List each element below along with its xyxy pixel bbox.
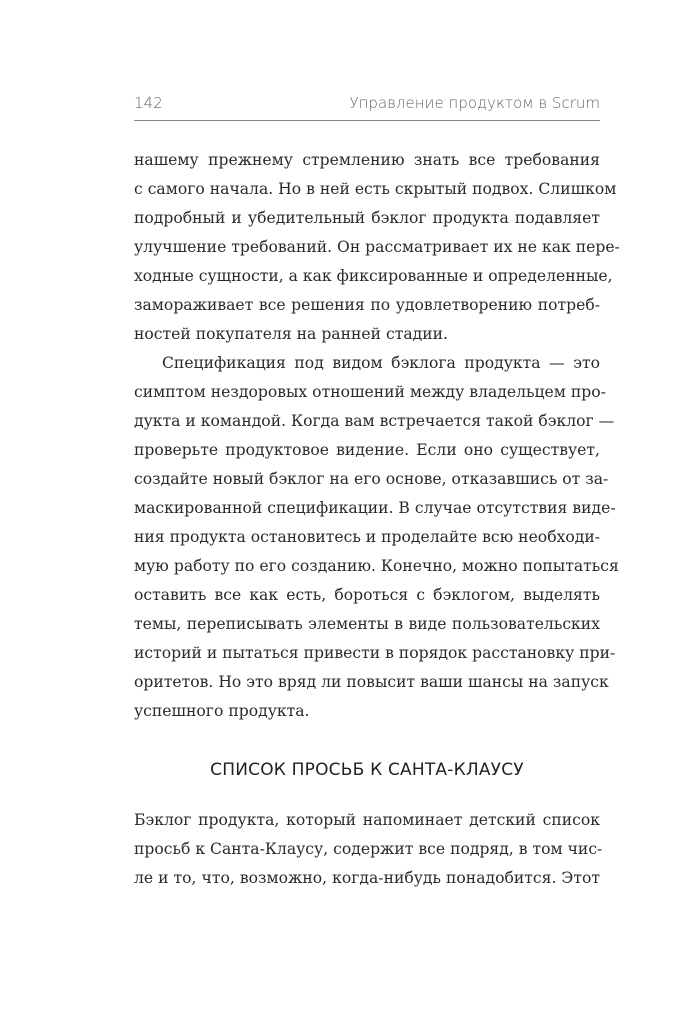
text-line: ле и то, что, возможно, когда-нибудь понадобится. Этот <box>134 869 600 887</box>
page-number: 142 <box>134 94 163 112</box>
running-header <box>134 92 600 121</box>
text-line: замораживает все решения по удовлетворению потреб- <box>134 296 600 314</box>
text-line: ностей покупателя на ранней стадии. <box>134 325 448 343</box>
text-line: симптом нездоровых отношений между владельцем про- <box>134 383 606 401</box>
running-title: Управление продуктом в Scrum <box>349 94 600 112</box>
text-line: дукта и командой. Когда вам встречается такой бэклог — <box>134 412 615 430</box>
text-line: нашему прежнему стремлению знать все требования <box>134 151 600 169</box>
text-line: с самого начала. Но в ней есть скрытый подвох. Слишком <box>134 180 617 198</box>
text-line: улучшение требований. Он рассматривает их не как пере- <box>134 238 620 256</box>
paragraph-2 <box>134 349 619 726</box>
text-line: оритетов. Но это вряд ли повысит ваши шансы на запуск <box>134 673 609 691</box>
section-paragraph <box>134 806 603 893</box>
text-line: темы, переписывать элементы в виде пользовательских <box>134 615 600 633</box>
text-line: оставить все как есть, бороться с бэклогом, выделять <box>134 586 600 604</box>
text-line: Спецификация под видом бэклога продукта — это <box>162 354 600 372</box>
section-heading: СПИСОК ПРОСЬБ К САНТА-КЛАУСУ <box>210 760 524 780</box>
text-line: просьб к Санта-Клаусу, содержит все подряд, в том чис- <box>134 840 603 858</box>
text-line: мую работу по его созданию. Конечно, можно попытаться <box>134 557 619 575</box>
text-line: успешного продукта. <box>134 702 310 720</box>
paragraph-1 <box>134 146 620 349</box>
text-line: ния продукта остановитесь и проделайте всю необходи- <box>134 528 601 546</box>
text-line: историй и пытаться привести в порядок расстановку при- <box>134 644 616 662</box>
text-line: маскированной спецификации. В случае отсутствия виде- <box>134 499 616 517</box>
text-line: Бэклог продукта, который напоминает детский список <box>134 811 600 829</box>
text-line: ходные сущности, а как фиксированные и определенные, <box>134 267 613 285</box>
text-line: создайте новый бэклог на его основе, отказавшись от за- <box>134 470 609 488</box>
text-line: проверьте продуктовое видение. Если оно существует, <box>134 441 600 459</box>
text-line: подробный и убедительный бэклог продукта подавляет <box>134 209 600 227</box>
